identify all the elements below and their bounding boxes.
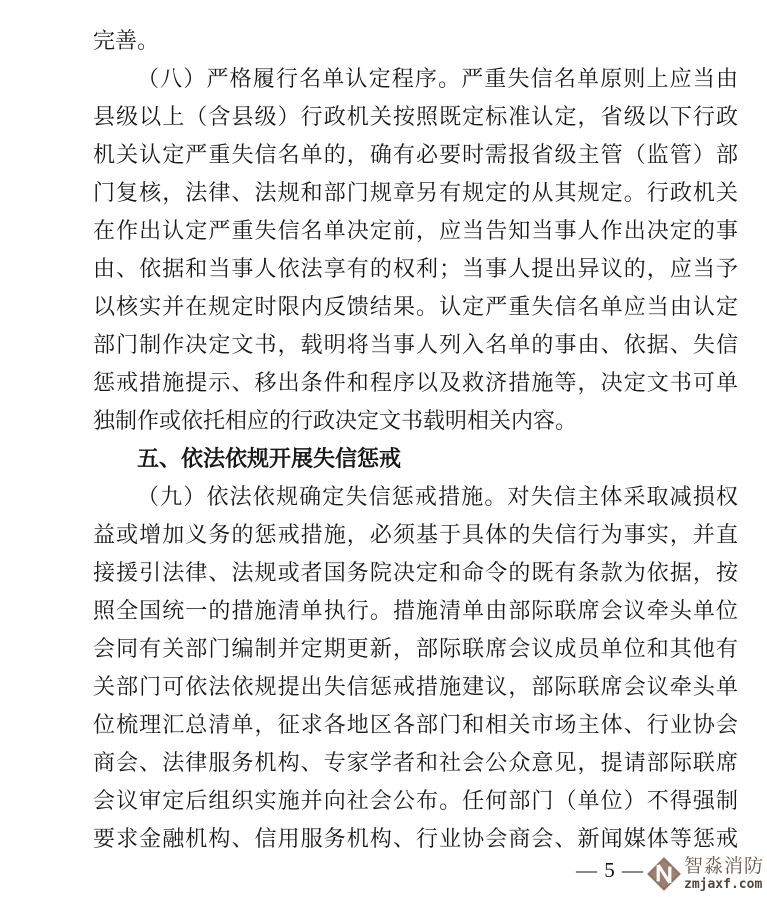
text-line: 门复核，法律、法规和部门规章另有规定的从其规定。行政机关: [93, 180, 738, 205]
text-line: （八）严格履行名单认定程序。严重失信名单原则上应当由: [137, 66, 738, 91]
brand-name: 智淼消防: [684, 856, 765, 877]
text-line: 以核实并在规定时限内反馈结果。认定严重失信名单应当由认定: [93, 294, 738, 319]
text-line: 照全国统一的措施清单执行。措施清单由部际联席会议牵头单位: [93, 598, 738, 623]
section-heading: 五、依法依规开展失信惩戒: [137, 446, 402, 471]
text-line: 部门制作决定文书，载明将当事人列入名单的事由、依据、失信: [93, 332, 738, 357]
text-line: 会议审定后组织实施并向社会公布。任何部门（单位）不得强制: [93, 788, 738, 813]
text-line: 要求金融机构、信用服务机构、行业协会商会、新闻媒体等惩戒: [93, 826, 738, 851]
text-line: 由、依据和当事人依法享有的权利；当事人提出异议的，应当予: [93, 256, 738, 281]
text-line: 会同有关部门编制并定期更新，部际联席会议成员单位和其他有: [93, 636, 738, 661]
page-number: — 5 —: [576, 858, 644, 882]
brand-text: [684, 855, 764, 892]
text-line: 关部门可依法依规提出失信惩戒措施建议，部际联席会议牵头单: [93, 674, 738, 699]
brand-domain: zmjaxf.com: [684, 877, 763, 892]
brand-diamond-logo-icon: [645, 855, 683, 893]
text-line: 县级以上（含县级）行政机关按照既定标准认定，省级以下行政: [93, 104, 738, 129]
brand-watermark: [645, 855, 764, 893]
text-line: 独制作或依托相应的行政决定文书载明相关内容。: [93, 408, 578, 433]
text-line: 惩戒措施提示、移出条件和程序以及救济措施等，决定文书可单: [93, 370, 738, 395]
text-line: （九）依法依规确定失信惩戒措施。对失信主体采取减损权: [137, 484, 738, 509]
text-line: 在作出认定严重失信名单决定前，应当告知当事人作出决定的事: [93, 218, 738, 243]
document-text: [93, 22, 738, 858]
text-line: 完善。: [93, 28, 160, 53]
text-line: 机关认定严重失信名单的，确有必要时需报省级主管（监管）部: [93, 142, 738, 167]
text-line: 商会、法律服务机构、专家学者和社会公众意见，提请部际联席: [93, 750, 738, 775]
text-line: 位梳理汇总清单，征求各地区各部门和相关市场主体、行业协会: [93, 712, 738, 737]
text-line: 益或增加义务的惩戒措施，必须基于具体的失信行为事实，并直: [93, 522, 738, 547]
text-line: 接援引法律、法规或者国务院决定和命令的既有条款为依据，按: [93, 560, 738, 585]
